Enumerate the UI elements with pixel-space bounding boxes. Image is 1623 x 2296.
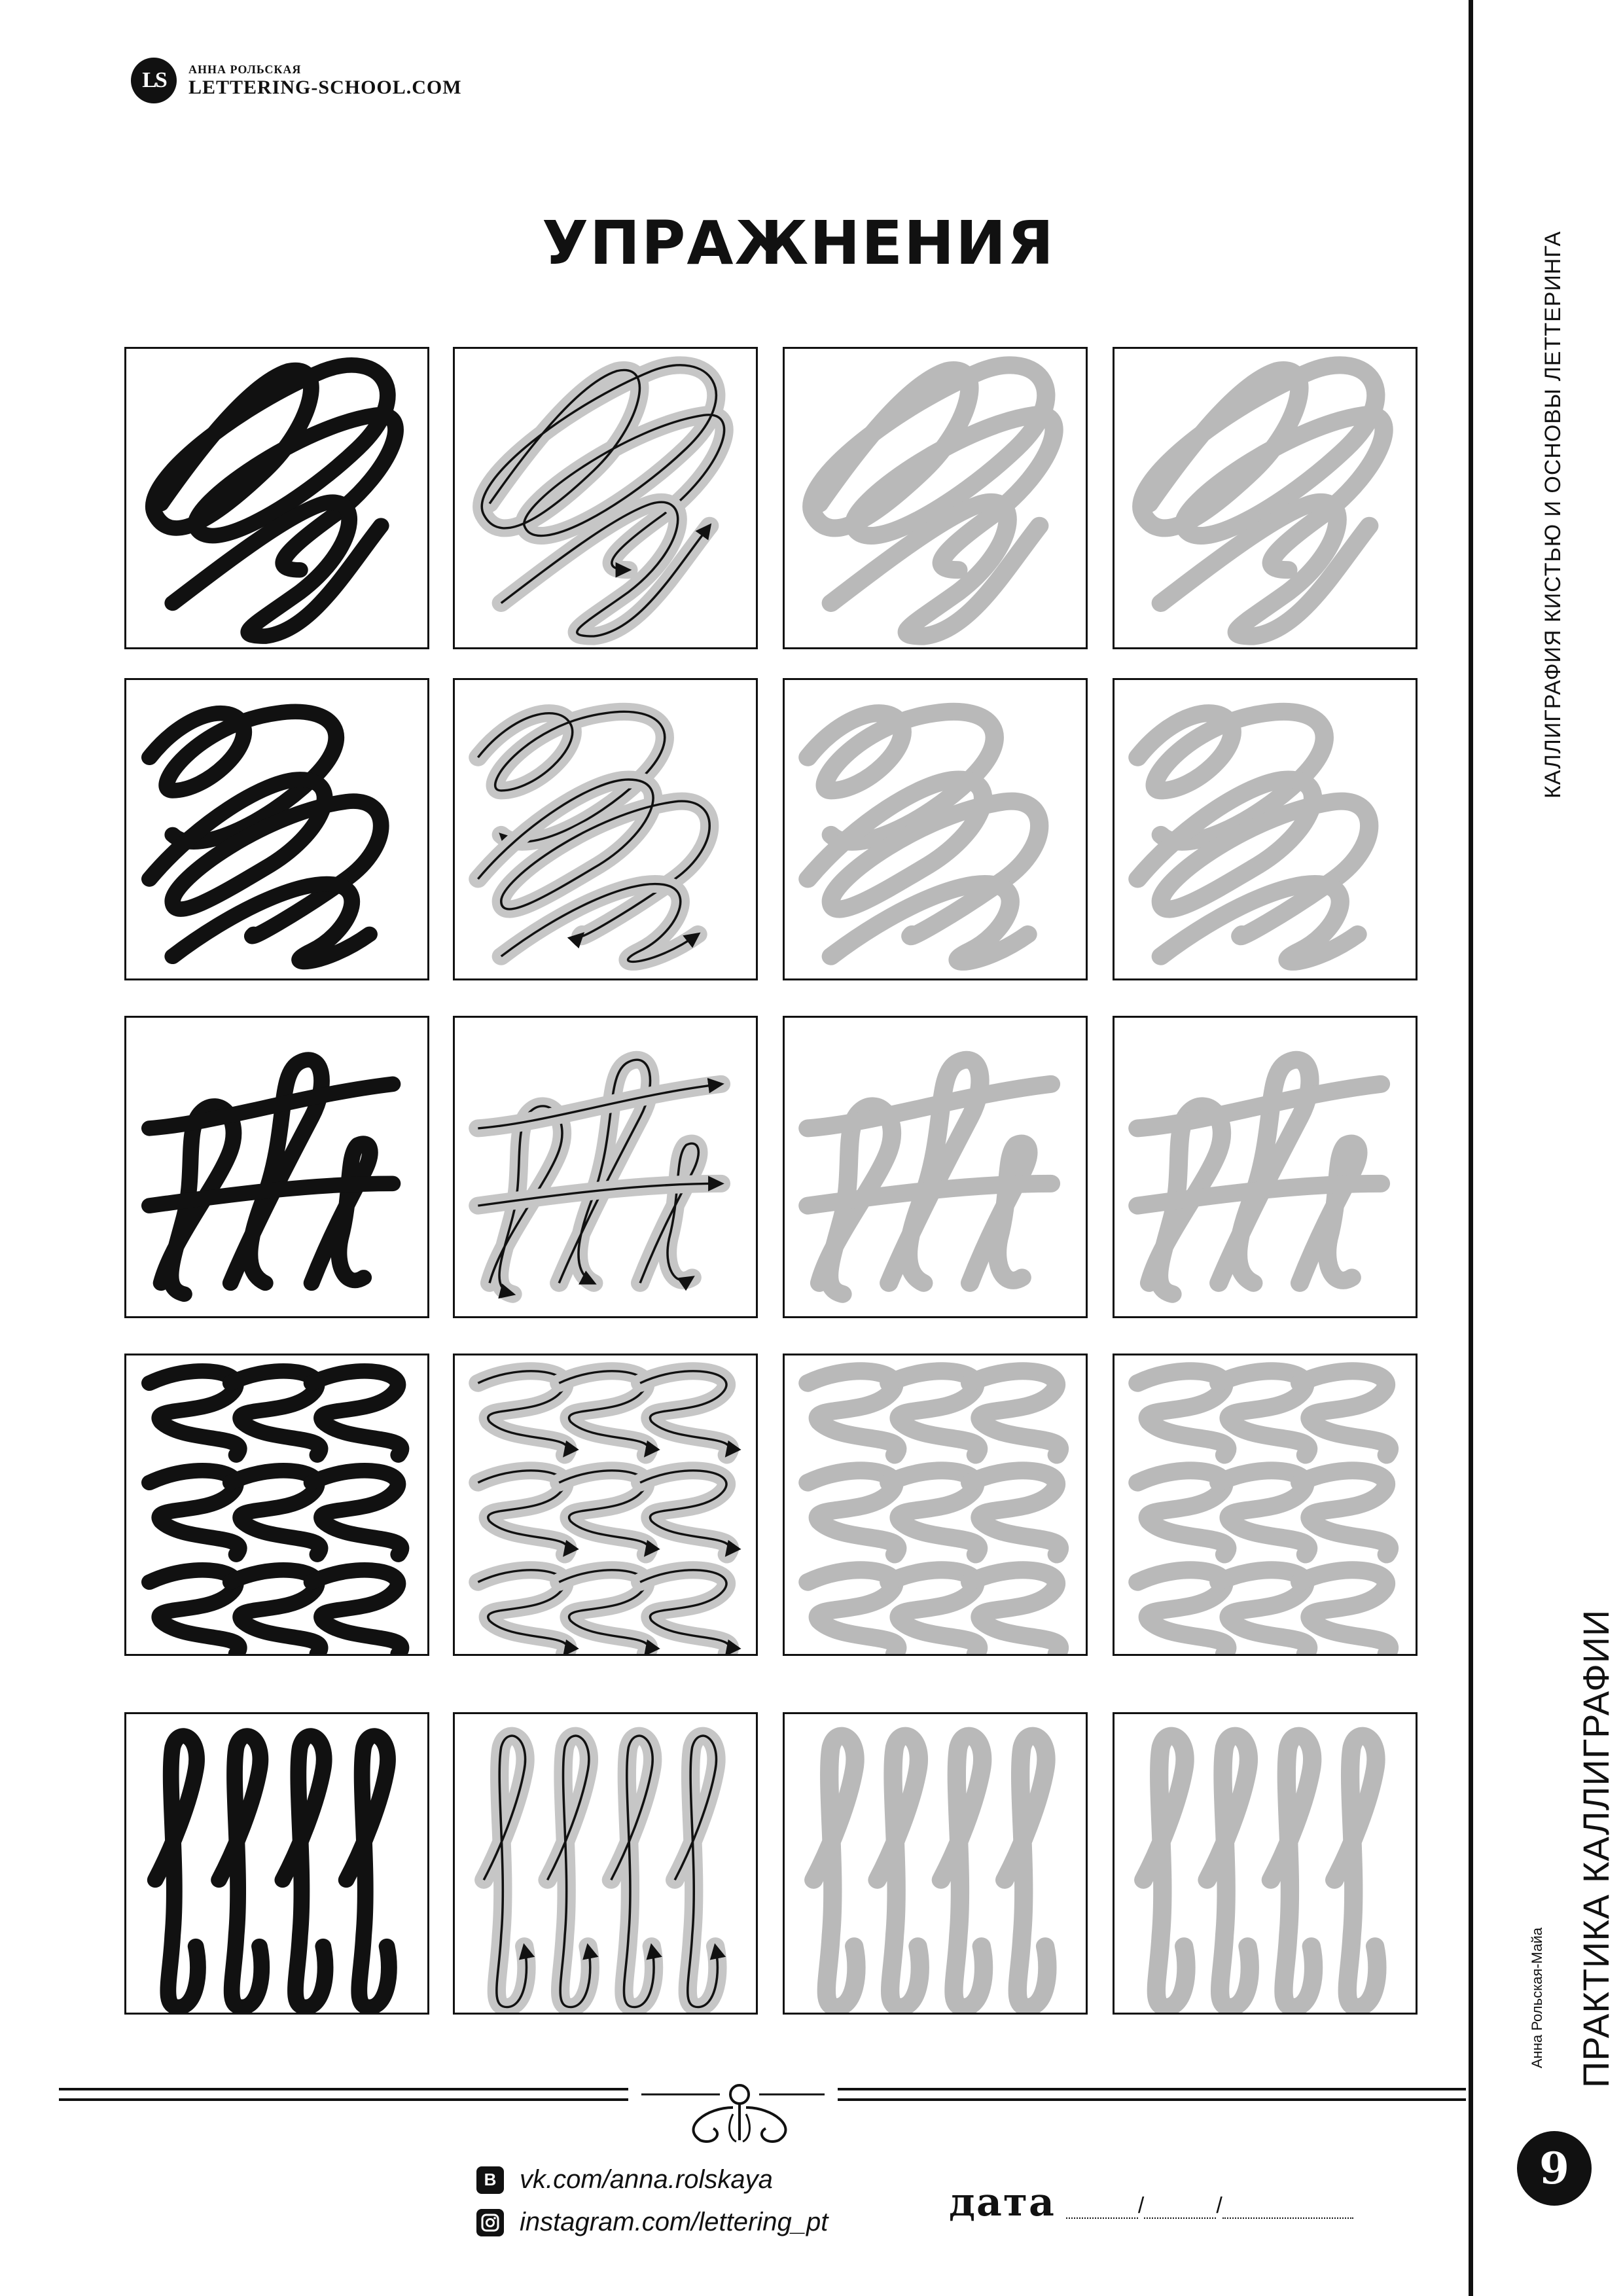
exercise-box-oval-loops-trace <box>783 347 1088 649</box>
brush-stroke <box>153 365 395 570</box>
brush-stroke <box>346 1736 389 2007</box>
stroke-drawing <box>1115 349 1416 647</box>
brush-stroke <box>808 1084 1051 1128</box>
exercise-box-oval-loops-example <box>124 347 429 649</box>
stroke-drawing <box>785 349 1086 647</box>
exercise-box-compound-loops-trace <box>783 678 1088 980</box>
sidebar-author: Анна Рольская-Майа <box>1529 1928 1545 2068</box>
exercise-box-descending-loops-example <box>124 1712 429 2015</box>
brush-stroke <box>155 1736 198 2007</box>
brush-stroke <box>1271 1736 1313 2007</box>
stroke-drawing <box>455 1714 756 2013</box>
exercise-box-loop-crossbars-trace <box>783 1016 1088 1318</box>
exercise-box-oval-loops-trace <box>1113 347 1418 649</box>
stroke-drawing <box>785 1714 1086 2013</box>
brush-stroke <box>878 1736 920 2007</box>
date-field <box>949 2179 1353 2225</box>
exercise-box-loop-crossbars-trace <box>1113 1016 1418 1318</box>
exercise-box-descending-loops-trace <box>783 1712 1088 2015</box>
exercise-box-stacked-s-curves-example <box>124 1354 429 1656</box>
brush-stroke <box>1005 1736 1047 2007</box>
stroke-drawing <box>126 349 427 647</box>
stroke-drawing <box>455 1018 756 1316</box>
brush-stroke <box>312 1143 370 1283</box>
brush-stroke <box>813 1736 856 2007</box>
date-separator: / <box>1137 2193 1145 2218</box>
exercise-box-descending-loops-trace <box>1113 1712 1418 2015</box>
date-label: дата <box>949 2179 1056 2225</box>
social-links <box>476 2165 828 2237</box>
logo-monogram: LS <box>131 58 177 103</box>
brush-stroke <box>1143 1736 1186 2007</box>
sidebar-subtitle: КАЛЛИГРАФИЯ КИСТЬЮ И ОСНОВЫ ЛЕТТЕРИНГА <box>1541 230 1565 798</box>
brush-stroke <box>548 1736 590 2007</box>
brush-stroke <box>1300 1143 1358 1283</box>
page-number: 9 <box>1517 2131 1592 2206</box>
exercise-box-loop-crossbars-example <box>124 1016 429 1318</box>
brush-stroke <box>1137 1084 1381 1128</box>
instagram-link[interactable] <box>476 2208 828 2237</box>
stroke-drawing <box>1115 1355 1416 1654</box>
exercise-box-compound-loops-trace <box>1113 678 1418 980</box>
vk-icon: B <box>476 2166 504 2194</box>
exercise-box-descending-loops-guided <box>453 1712 758 2015</box>
logo-text <box>188 63 462 99</box>
sidebar-book-title: ПРАКТИКА КАЛЛИГРАФИИ <box>1575 1609 1616 2088</box>
date-separator: / <box>1216 2193 1222 2218</box>
date-input[interactable] <box>1066 2193 1353 2225</box>
brush-stroke <box>283 1736 325 2007</box>
logo <box>131 58 462 103</box>
stroke-drawing <box>1115 1018 1416 1316</box>
brush-stroke <box>675 1736 717 2007</box>
exercise-box-stacked-s-curves-trace <box>783 1354 1088 1656</box>
exercise-box-compound-loops-example <box>124 678 429 980</box>
vertical-rule <box>1469 0 1473 2296</box>
stroke-drawing <box>1115 680 1416 978</box>
brush-stroke <box>219 1736 262 2007</box>
stroke-drawing <box>455 680 756 978</box>
exercise-box-oval-loops-guided <box>453 347 758 649</box>
brush-stroke <box>970 1143 1028 1283</box>
brush-stroke <box>611 1736 654 2007</box>
instagram-url[interactable]: instagram.com/lettering_pt <box>520 2208 829 2236</box>
divider-ornament <box>52 2068 1472 2147</box>
stroke-drawing <box>1115 1714 1416 2013</box>
stroke-drawing <box>785 1355 1086 1654</box>
vk-link[interactable] <box>476 2165 828 2195</box>
exercise-box-stacked-s-curves-trace <box>1113 1354 1418 1656</box>
brush-stroke <box>149 1084 393 1128</box>
vk-url[interactable]: vk.com/anna.rolskaya <box>520 2165 773 2194</box>
instagram-icon <box>476 2209 504 2236</box>
page-title: УПРАЖНЕНИЯ <box>542 208 1055 278</box>
stroke-drawing <box>785 680 1086 978</box>
stroke-drawing <box>126 1714 427 2013</box>
brush-stroke <box>1207 1736 1250 2007</box>
stroke-drawing <box>126 1355 427 1654</box>
brush-stroke <box>484 1736 526 2007</box>
stroke-drawing <box>126 680 427 978</box>
stroke-drawing <box>455 1355 756 1654</box>
stroke-drawing <box>785 1018 1086 1316</box>
brush-stroke <box>1334 1736 1377 2007</box>
exercise-box-loop-crossbars-guided <box>453 1016 758 1318</box>
brush-stroke <box>941 1736 984 2007</box>
stroke-drawing <box>126 1018 427 1316</box>
stroke-drawing <box>455 349 756 647</box>
exercise-box-compound-loops-guided <box>453 678 758 980</box>
logo-site: LETTERING-SCHOOL.COM <box>188 76 462 98</box>
exercise-box-stacked-s-curves-guided <box>453 1354 758 1656</box>
logo-author: АННА РОЛЬСКАЯ <box>188 62 302 76</box>
